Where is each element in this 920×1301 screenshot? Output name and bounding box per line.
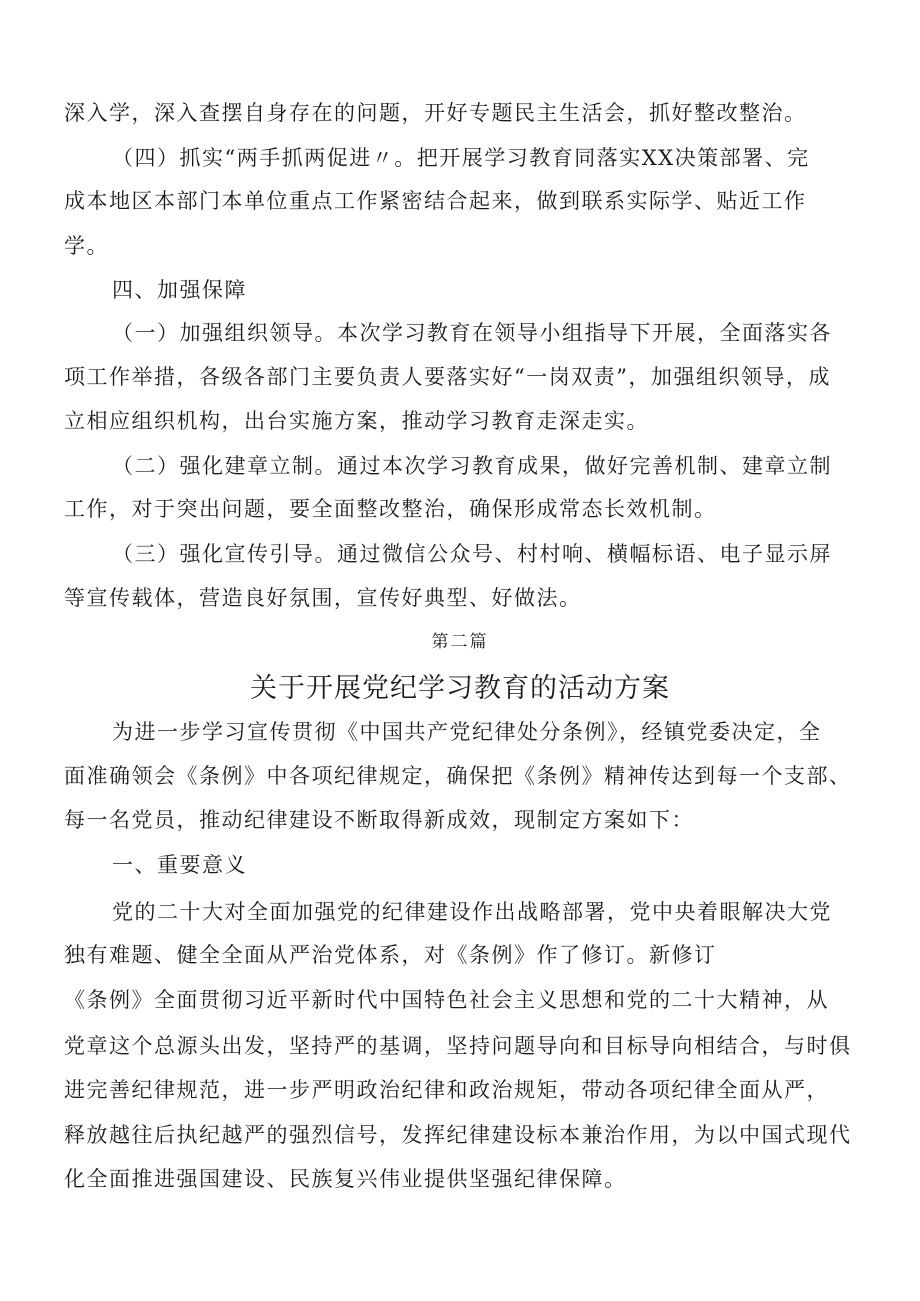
paragraph-line: （四）抓实“两手抓两促进〃。把开展学习教育同落实XX决策部署、完 — [112, 146, 810, 170]
paragraph-line: 释放越往后执纪越严的强烈信号，发挥纪律建设标本兼治作用，为以中国式现代 — [64, 1123, 852, 1147]
paragraph-line: 《条例》全面贯彻习近平新时代中国特色社会主义思想和党的二十大精神，从 — [64, 988, 829, 1012]
paragraph-line: （二）强化建章立制。通过本次学习教育成果，做好完善机制、建章立制 — [112, 454, 832, 478]
paragraph-line: 进完善纪律规范，进一步严明政治纪律和政治规矩，带动各项纪律全面从严， — [64, 1078, 829, 1102]
section-label: 第二篇 — [431, 632, 489, 652]
paragraph-line: （一）加强组织领导。本次学习教育在领导小组指导下开展，全面落实各 — [112, 321, 832, 345]
paragraph-line: 化全面推进强国建设、民族复兴伟业提供坚强纪律保障。 — [64, 1167, 627, 1191]
paragraph-line: 党章这个总源头出发，坚持严的基调，坚持问题导向和目标导向相结合，与时俱 — [64, 1034, 852, 1058]
section-heading: 四、加强保障 — [112, 278, 247, 302]
paragraph-line: 成本地区本部门本单位重点工作紧密结合起来，做到联系实际学、贴近工作 — [64, 189, 807, 213]
paragraph-line: 立相应组织机构，出台实施方案，推动学习教育走深走实。 — [64, 409, 649, 433]
paragraph-line: 学。 — [64, 234, 109, 258]
paragraph-line: 为进一步学习宣传贯彻《中国共产党纪律处分条例》，经镇党委决定，全 — [112, 720, 822, 744]
paragraph-line: 等宣传载体，营造良好氛围，宣传好典型、好做法。 — [64, 586, 582, 610]
paragraph-line: 项工作举措，各级各部门主要负责人要落实好“一岗双责”，加强组织领导，成 — [64, 365, 831, 389]
paragraph-line: 每一名党员，推动纪律建设不断取得新成效，现制定方案如下： — [64, 808, 694, 832]
paragraph-line: 面准确领会《条例》中各项纪律规定，确保把《条例》精神传达到每一个支部、 — [64, 764, 852, 788]
document-title: 关于开展党纪学习教育的活动方案 — [250, 673, 670, 704]
paragraph-line: 工作，对于突出问题，要全面整改整治，确保形成常态长效机制。 — [64, 497, 717, 521]
paragraph-line: 党的二十大对全面加强党的纪律建设作出战略部署，党中央着眼解决大党 — [112, 900, 832, 924]
paragraph-line: 深入学，深入查摆自身存在的问题，开好专题民主生活会，抓好整改整治。 — [64, 101, 807, 125]
paragraph-line: （三）强化宣传引导。通过微信公众号、村村响、横幅标语、电子显示屏 — [112, 542, 832, 566]
section-heading: 一、重要意义 — [112, 853, 247, 877]
paragraph-line: 独有难题、健全全面从严治党体系，对《条例》作了修订。新修订 — [64, 943, 717, 967]
